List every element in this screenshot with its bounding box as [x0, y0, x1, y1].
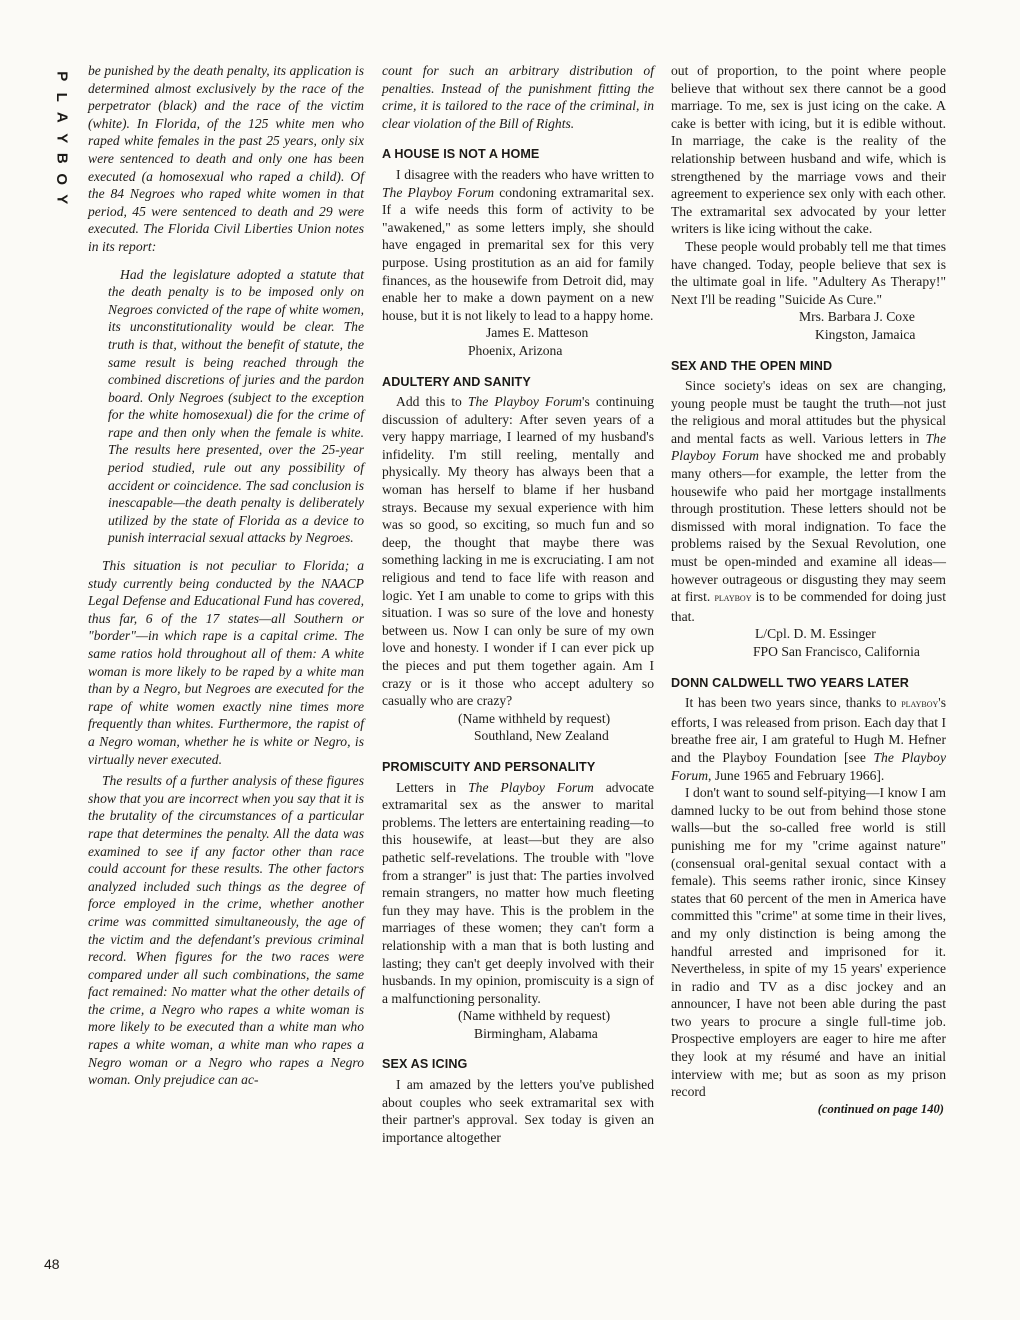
letter-signature-place: Southland, New Zealand [474, 728, 609, 744]
paragraph: be punished by the death penalty, its application is determined almost exclusively by the race of the perpetrator (black) and the race of the victim (white). In Florida, of the 125 white men who raped white females in the past 25 years, only six were sentenced to death and only one has been executed (a homosexual who raped a child). Of the 84 Negroes who raped white women in that period, 45 were sentenced to death and 29 were executed. The Florida Civil Liberties Union notes in its report: [88, 63, 364, 254]
paragraph: count for such an arbitrary distribution of penalties. Instead of the punishment fitting the crime, it is tailored to the race of the criminal, in clear violation of the Bill of Rights. [382, 63, 654, 131]
letter-signature-place: FPO San Francisco, California [753, 644, 920, 659]
logo-letter: B [53, 152, 71, 164]
logo-letter: Y [53, 132, 71, 143]
letter-signature-place: Phoenix, Arizona [468, 342, 563, 358]
column-1 [88, 62, 364, 1089]
letter-body: Since society's ideas on sex are changing, young people must be taught the truth—not just the religious and moral attitudes but the physical and mental facts as well. Various letters in The Playboy Forum have shocked me and probably many others—for example, the letter from the housewife who paid her mortgage installments through prostitution. These letters should not be dismissed with moral indignation. To face the problems raised by the Sexual Revolution, one must be open-minded and examine all ideas—however outrageous or disgusting they may seem at first. playboy is to be commended for doing just that. [671, 378, 946, 624]
paragraph: These people would probably tell me that times have changed. Today, people believe that sex is the ultimate goal in life. "Adultery As Therapy!" Next I'll be reading "Suicide As Cure." [671, 238, 946, 307]
paragraph: The results of a further analysis of these figures show that you are incorrect when you say that it is the brutality of the circumstances of a particular rape that determines the penalty. All the data was examined to see if any factor other than race could account for these results. The other factors analyzed included such things as the degree of force employed in the crime, whether another crime was committed simultaneously, the age of the victim and the defendant's previous criminal record. When figures for the two races were compared under all such combinations, the same fact remained: No matter what the other details of the crime, a Negro who rapes a white woman is more likely to be executed than a white man who rapes a white woman, a white man who rapes a Negro woman or a Negro who rapes a Negro woman. Only prejudice can ac- [88, 773, 364, 1088]
letter-signature-name: James E. Matteson [486, 325, 589, 341]
letter-body: It has been two years since, thanks to playboy's efforts, I was released from prison. Each day that I breathe free air, I am grateful to Hugh M. Hefner and the Playboy Foundation [see The Playboy Forum, June 1965 and February 1966]. [671, 695, 946, 783]
letter-signature-name: (Name withheld by request) [458, 1008, 611, 1024]
letter-body: I am amazed by the letters you've published about couples who seek extramarital sex with their partner's approval. Sex today is given an importance altogether [382, 1077, 654, 1145]
letter-body: I don't want to sound self-pitying—I know I am damned lucky to be out from behind those stone walls—but the so-called free world is still punishing me for my "crime against nature" (consensual oral-genital sexual contact with a female). This seems rather ironic, since Kinsey states that 60 percent of the men in America have committed this "crime" at some time in their lives, and my only distinction is being among the handful arrested and imprisoned for it. Nevertheless, in spite of my 15 years' experience in radio and TV as a disc jockey and an announcer, I have not been able during the past two years to procure a single full-time job. Prospective employers are eager to hire me after they look at my résumé and have an initial interview with me; but as soon as my prison record [671, 785, 946, 1100]
letter-signature-name: Mrs. Barbara J. Coxe [799, 309, 915, 325]
logo-letter: P [53, 71, 71, 82]
letter-body: I disagree with the readers who have written to The Playboy Forum condoning extramarital sex. If a wife needs this form of activity to be "awakened," as some letters imply, she should have engaged in premarital sex for this very purpose. Using prostitution as an aid for family finances, as the housewife from Detroit did, may enable her to make a down payment on a new house, but it is not likely to lead to a happy home. [382, 166, 654, 323]
letter-signature-name: L/Cpl. D. M. Essinger [755, 626, 876, 642]
section-heading: A HOUSE IS NOT A HOME [382, 147, 540, 162]
column-2 [382, 62, 654, 1146]
letter-body: Letters in The Playboy Forum advocate extramarital sex as the answer to marital problems. The letters are entertaining reading—to this housewife, at least—but they are also pathetic self-revelations. The trouble with "love from a stranger" is just that: The parties involved remain strangers, no matter how much fleeting fun they may have. This is the problem in the marriages of these women; they can't form a relationship with a man that is both lusting and lasting; they can't get deeply involved with their husbands. In my opinion, promiscuity is a sign of a malfunctioning personality. [382, 779, 655, 1006]
logo-letter: A [53, 111, 71, 123]
letter-signature-place: Birmingham, Alabama [474, 1025, 598, 1041]
section-heading: PROMISCUITY AND PERSONALITY [382, 759, 596, 774]
paragraph: out of proportion, to the point where people believe that without sex there cannot be a good marriage. To me, sex is just icing on the cake. A cake is better with icing, but it is edible without. In marriage, the cake is the reality of the relationship between husband and wife, which is strengthened by the marriage vows and their agreement to experience sex only with each other. The extramarital sex advocated by your letter writers is like icing without the cake. [671, 63, 946, 237]
page-number: 48 [44, 1256, 60, 1272]
logo-letter: O [53, 172, 71, 185]
letter-signature-place: Kingston, Jamaica [815, 326, 916, 342]
letter-body: Add this to The Playboy Forum's continuing discussion of adultery: After seven years of a very happy marriage, I learned of my husband's infidelity. I'm still reeling, mentally and physically. My theory has always been that a woman has herself to blame if her husband strays. Because my sexual experience with him was so good, so exciting, so much fun and so deep, the thought that maybe there was something lacking in me is excruciating. I am not religious and tend to face life with reason and logic. Yet I am unable to come to grips with this situation. I was so sure of the love and honesty between us. Now I can only be sure of my own love and honesty. I wonder if I can ever pick up the pieces and put them together again. Am I crazy or is it those who accept adultery so casually who are crazy? [382, 394, 654, 709]
section-heading: ADULTERY AND SANITY [382, 374, 531, 389]
continued-note: (continued on page 140) [817, 1101, 944, 1116]
logo-letter: Y [53, 194, 71, 205]
paragraph: This situation is not peculiar to Florida; a study currently being conducted by the NAACP Legal Defense and Educational Fund has covered, thus far, 6 of the 17 states—all Southern or "border"—in which rape is a capital crime. The same ratios hold throughout all of them: A white woman is more likely to be raped by a white man than by a Negro, but Negroes are executed for the rape of white women exactly nine times more frequently than whites. Furthermore, the rapist of a Negro woman, whether he is white or Negro, is virtually never executed. [88, 558, 364, 767]
magazine-vertical-logo [46, 66, 76, 210]
section-heading: DONN CALDWELL TWO YEARS LATER [671, 675, 909, 690]
letter-signature-name: (Name withheld by request) [458, 710, 611, 726]
column-3 [671, 62, 946, 1118]
section-heading: SEX AS ICING [382, 1057, 468, 1072]
block-quote: Had the legislature adopted a statute that the death penalty is to be imposed only on Negroes convicted of the rape of white women, its unconstitutionality would be clear. The truth is that, without the benefit of statute, the same result is being reached through the combined discretions of juries and the pardon board. Only Negroes (subject to the exception for the white homosexual) die for the crime of rape and then only when the female is white. The results here presented, over the 25-year period studied, rule out any possibility of accident or coincidence. The sad conclusion is inescapable—the death penalty is deliberately utilized by the state of Florida as a device to punish interracial sexual attacks by Negroes. [108, 266, 364, 546]
logo-letter: L [53, 92, 71, 102]
section-heading: SEX AND THE OPEN MIND [671, 358, 833, 373]
